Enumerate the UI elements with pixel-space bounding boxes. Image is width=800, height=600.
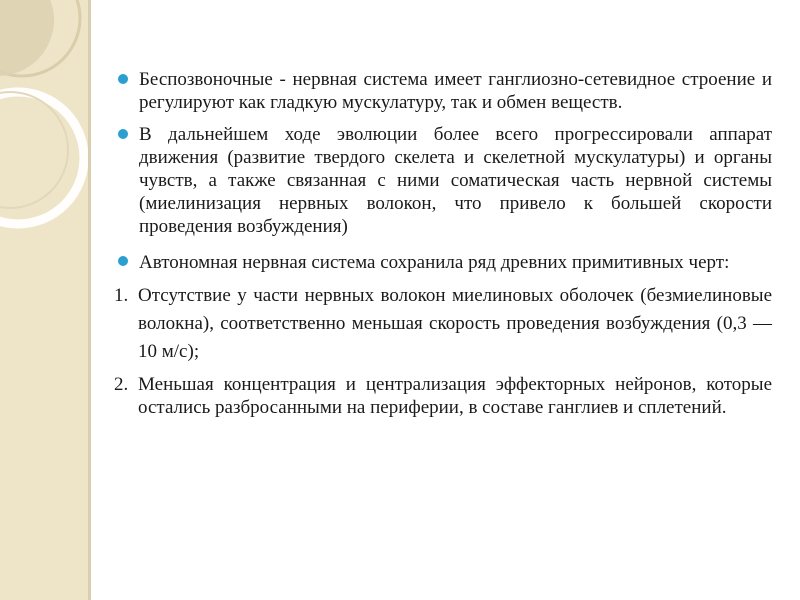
bullet-item bbox=[116, 123, 772, 238]
decorative-circles bbox=[0, 0, 88, 600]
item-number: 1. bbox=[114, 285, 129, 306]
bullet-dot-icon bbox=[118, 129, 128, 139]
numbered-text: Отсутствие у части нервных волокон миелиновых оболочек (безмиелиновые волокна), соответственно меньшая скорость проведения возбуждения (0,3 — 10 м/с); bbox=[138, 285, 772, 362]
bullet-dot-icon bbox=[118, 74, 128, 84]
slide-content bbox=[116, 68, 772, 419]
bullet-item bbox=[116, 68, 772, 114]
numbered-text: Меньшая концентрация и централизация эффекторных нейронов, которые остались разбросанными на периферии, в составе ганглиев и сплетений. bbox=[138, 374, 772, 418]
item-number: 2. bbox=[114, 374, 129, 395]
numbered-item bbox=[116, 373, 772, 419]
side-panel-edge bbox=[88, 0, 91, 600]
bullet-dot-icon bbox=[118, 256, 128, 266]
bullet-item bbox=[116, 248, 772, 277]
numbered-item bbox=[116, 282, 772, 366]
bullet-text: Беспозвоночные - нервная система имеет ганглиозно-сетевидное строение и регулируют как гладкую мускулатуру, так и обмен веществ. bbox=[139, 69, 772, 113]
decorative-side-panel bbox=[0, 0, 88, 600]
bullet-text: В дальнейшем ходе эволюции более всего прогрессировали аппарат движения (развитие твердого скелета и скелетной мускулатуры) и органы чувств, а также связанная с ними соматическая часть нервной системы (миелинизация нервных волокон, что привело к большей скорости проведения возбуждения) bbox=[139, 124, 772, 237]
bullet-text: Автономная нервная система сохранила ряд древних примитивных черт: bbox=[139, 252, 730, 273]
